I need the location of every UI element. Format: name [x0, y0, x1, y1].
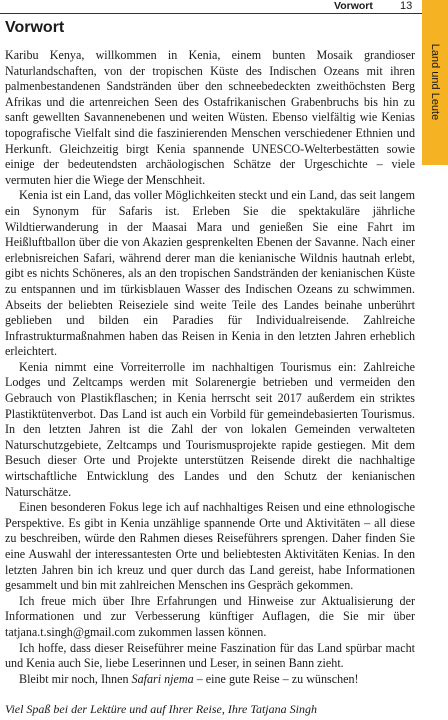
chapter-side-tab	[422, 0, 448, 720]
paragraph-safari: Kenia ist ein Land, das voller Möglichkeiten steckt und ein Land, das seit langem ein Synonym für Safaris ist. Erleben Sie die spektakuläre jährliche Wildtierwanderung in der Maasai Mara und genießen Sie eine Fahrt im Heißluftballon über die von Akazien gesprenkelten Ebenen der Savanne. Nach einer erlebnisreichen Safari, während derer man die kenianische Wildnis hautnah erlebt, gibt es nichts Schöneres, als an den tropischen Sandstränden der kenianischen Küste zu entspannen und im türkisblauen Wasser des Indischen Ozeans zu schwimmen. Abseits der beliebten Reiseziele sind weite Teile des Landes beinahe unberührt geblieben und bilden ein Paradies für Individualreisende. Zahlreiche Infrastrukturmaßnahmen haben das Reisen in Kenia in den letzten Jahren erheblich erleichtert.	[5, 188, 415, 359]
running-header	[0, 0, 448, 13]
wish-text-before: Bleibt mir noch, Ihnen	[19, 671, 132, 686]
paragraph-feedback: Ich freue mich über Ihre Erfahrungen und Hinweise zur Aktualisierung der Informationen und zur Verbesserung künftiger Auflagen, die Sie mir über tatjana.t.singh@gmail.com zukommen lassen können.	[5, 593, 415, 639]
paragraph-sustainability: Kenia nimmt eine Vorreiterrolle im nachhaltigen Tourismus ein: Zahlreiche Lodges und Zeltcamps werden mit Solarenergie betrieben und vermeiden den Gebrauch von Plastikflaschen; in Kenia herrscht seit 2017 außerdem ein striktes Plastiktütenverbot. Das Land ist auch ein Vorbild für gemeindebasierten Tourismus. In den letzten Jahren ist die Zahl der von lokalen Gemeinden verwalteten Naturschutzgebiete, Zeltcamps und Tourismusprojekte rapide gestiegen. Mit dem Besuch dieser Orte und Projekte unterstützen Reisende direkt die nachhaltige wirtschaftliche Entwicklung des Landes und den Schutz der kenianischen Naturschätze.	[5, 359, 415, 499]
header-section-title: Vorwort	[334, 0, 373, 12]
paragraph-intro: Karibu Kenya, willkommen in Kenia, einem bunten Mosaik grandioser Naturlandschaften, von der tropischen Küste des Indischen Ozeans mit ihren palmenbestandenen Sandstränden über den schneebedeckten zweithöchsten Berg Afrikas und die artenreichen Seen des Ostafrikanischen Grabenbruchs bis hin zu sanft gewellten Savannenebenen und weiten Wüsten. Ebenso vielfältig wie Kenias topografische Vielfalt sind die faszinierenden Menschen verschiedener Ethnien und Herkunft. Gleichzeitig birgt Kenia spannende UNESCO-Welterbestätten sowie einige der bedeutendsten archäologischen Schätze der Urgeschichte – viele vermuten hier die Wiege der Menschheit.	[5, 48, 415, 187]
paragraph-focus: Einen besonderen Fokus lege ich auf nachhaltiges Reisen und eine ethnologische Perspektive. Es gibt in Kenia unzählige spannende Orte und Aktivitäten – all diese zu beschreiben, würde den Rahmen dieses Reiseführers sprengen. Daher finden Sie eine Auswahl der interessantesten Orte und beliebtesten Aktivitäten Kenias. In den letzten Jahren bin ich kreuz und quer durch das Land gereist, habe Informationen gesammelt und bin mit zahlreichen Menschen ins Gespräch gekommen.	[5, 500, 415, 593]
body-text	[5, 48, 415, 687]
paragraph-wish	[5, 672, 415, 688]
page-title: Vorwort	[5, 19, 65, 36]
closing-signature: Viel Spaß bei der Lektüre und auf Ihrer Reise, Ihre Tatjana Singh	[5, 702, 317, 716]
chapter-tab-label: Land und Leute	[429, 43, 441, 121]
page-number: 13	[400, 0, 413, 12]
header-rule	[0, 13, 422, 14]
wish-text-after: – eine gute Reise – zu wünschen!	[193, 671, 359, 686]
paragraph-hope: Ich hoffe, dass dieser Reiseführer meine Faszination für das Land spürbar macht und Kenia auch Sie, liebe Leserinnen und Leser, in seinen Bann zieht.	[5, 640, 415, 671]
chapter-tab-marker	[422, 0, 448, 165]
wish-text-emphasis: Safari njema	[131, 671, 194, 686]
